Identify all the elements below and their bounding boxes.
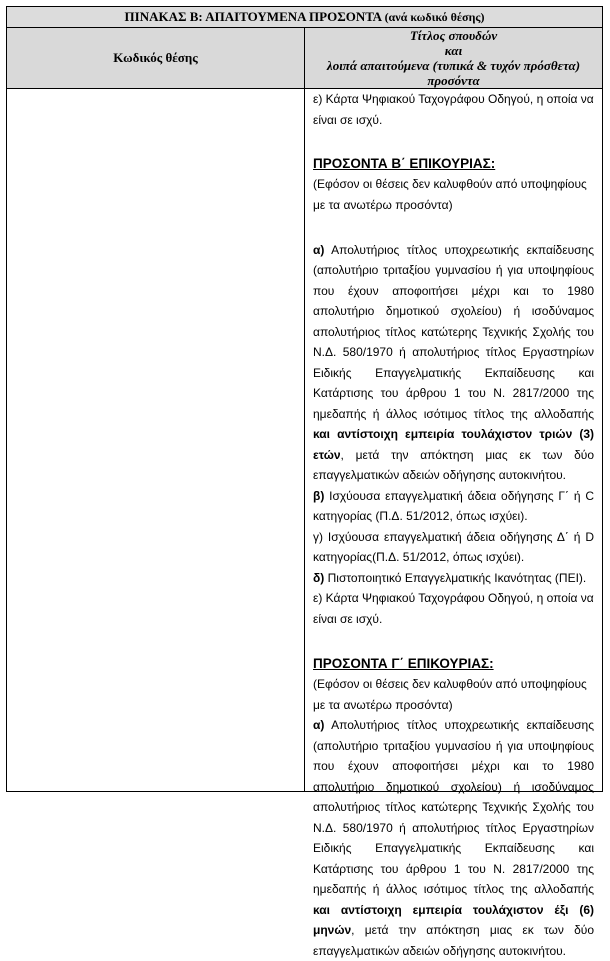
section-b-note: (Εφόσον οι θέσεις δεν καλυφθούν από υποψηφίους με τα ανωτέρω προσόντα) [313, 177, 587, 212]
table-title-sub: (ανά κωδικό θέσης) [384, 10, 485, 24]
section-c-note: (Εφόσον οι θέσεις δεν καλυφθούν από υποψηφίους με τα ανωτέρω προσόντα) [313, 677, 587, 712]
section-b-item-a-marker: α) [313, 242, 325, 257]
top-item-e: ε) Κάρτα Ψηφιακού Ταχογράφου Οδηγού, η οποία να είναι σε ισχύ. [313, 92, 594, 127]
table-title [7, 7, 603, 28]
section-b-item-e: ε) Κάρτα Ψηφιακού Ταχογράφου Οδηγού, η οποία να είναι σε ισχύ. [313, 591, 594, 626]
section-c-item-a-marker: α) [313, 718, 325, 732]
section-b-item-a-bold: και αντίστοιχη εμπειρία τουλάχιστον τριών (3) ετών [313, 427, 594, 462]
section-b-item-a-tail: , μετά την απόκτηση μιας εκ των δύο επαγγελματικών αδειών οδήγησης αυτοκινήτου. [313, 447, 594, 482]
section-c-item-a-bold: και αντίστοιχη εμπειρία τουλάχιστον έξι (6) μηνών [313, 902, 594, 937]
column-header-position-code: Κωδικός θέσης [7, 28, 305, 89]
section-b-title: ΠΡΟΣΟΝΤΑ Β΄ ΕΠΙΚΟΥΡΙΑΣ: [313, 155, 496, 171]
section-b-item-d-marker: δ) [313, 570, 325, 585]
section-b-item-c: γ) Ισχύουσα επαγγελματική άδεια οδήγησης Δ΄ ή D κατηγορίας(Π.Δ. 51/2012, όπως ισχύει). [313, 529, 594, 564]
section-c-item-a [313, 715, 594, 961]
section-b-item-b-marker: β) [313, 488, 325, 503]
section-b-item-d-text: Πιστοποιητικό Επαγγελματικής Ικανότητας (ΠΕΙ). [324, 570, 587, 585]
section-b-item-a-text: Απολυτήριος τίτλος υποχρεωτικής εκπαίδευσης (απολυτήριο τριταξίου γυμνασίου ή για υποψηφίους που έχουν αποφοιτήσει μέχρι και το 1980 απολυτήριο δημοτικού σχολείου) ή ισοδύναμος απολυτήριος τίτλος κατώτερης Τεχνικής Σχολής του Ν.Δ. 580/1970 ή απολυτήριος τίτλος Εργαστηρίων Ειδικής Επαγγελματικής Εκπαίδευσης και Κατάρτισης του άρθρου 1 του Ν. 2817/2000 της ημεδαπής ή άλλος ισότιμος τίτλος της αλλοδαπής [313, 242, 594, 421]
section-c-item-a-text: Απολυτήριος τίτλος υποχρεωτικής εκπαίδευσης (απολυτήριο τριταξίου γυμνασίου ή για υποψηφίους που έχουν αποφοιτήσει μέχρι και το 1980 απολυτήριο δημοτικού σχολείου) ή ισοδύναμος απολυτήριος τίτλος κατώτερης Τεχνικής Σχολής του Ν.Δ. 580/1970 ή απολυτήριος τίτλος Εργαστηρίων Ειδικής Επαγγελματικής Εκπαίδευσης και Κατάρτισης του άρθρου 1 του Ν. 2817/2000 της ημεδαπής ή άλλος ισότιμος τίτλος της αλλοδαπής [313, 718, 594, 896]
table-title-main: ΠΙΝΑΚΑΣ Β: ΑΠΑΙΤΟΥΜΕΝΑ ΠΡΟΣΟΝΤΑ [124, 9, 382, 24]
column-header-qualifications [305, 28, 603, 89]
header-line-3: λοιπά απαιτούμενα (τυπικά & τυχόν πρόσθετα) προσόντα [326, 58, 581, 88]
qualifications-content [313, 89, 594, 958]
requirements-table [6, 6, 603, 958]
header-line-1: Τίτλος σπουδών [409, 28, 498, 43]
header-line-2: και [444, 43, 463, 58]
section-c-item-a-tail: , μετά την απόκτηση μιας εκ των δύο επαγγελματικών αδειών οδήγησης αυτοκινήτου. [313, 923, 594, 958]
section-b-item-d [313, 568, 594, 589]
qualifications-cell [305, 89, 603, 958]
section-b-item-a [313, 240, 594, 486]
section-b-item-b-text: Ισχύουσα επαγγελματική άδεια οδήγησης Γ΄ ή C κατηγορίας (Π.Δ. 51/2012, όπως ισχύει). [313, 488, 594, 523]
position-code-cell [7, 89, 305, 792]
section-c-title: ΠΡΟΣΟΝΤΑ Γ΄ ΕΠΙΚΟΥΡΙΑΣ: [313, 655, 494, 671]
section-b-item-b [313, 486, 594, 527]
